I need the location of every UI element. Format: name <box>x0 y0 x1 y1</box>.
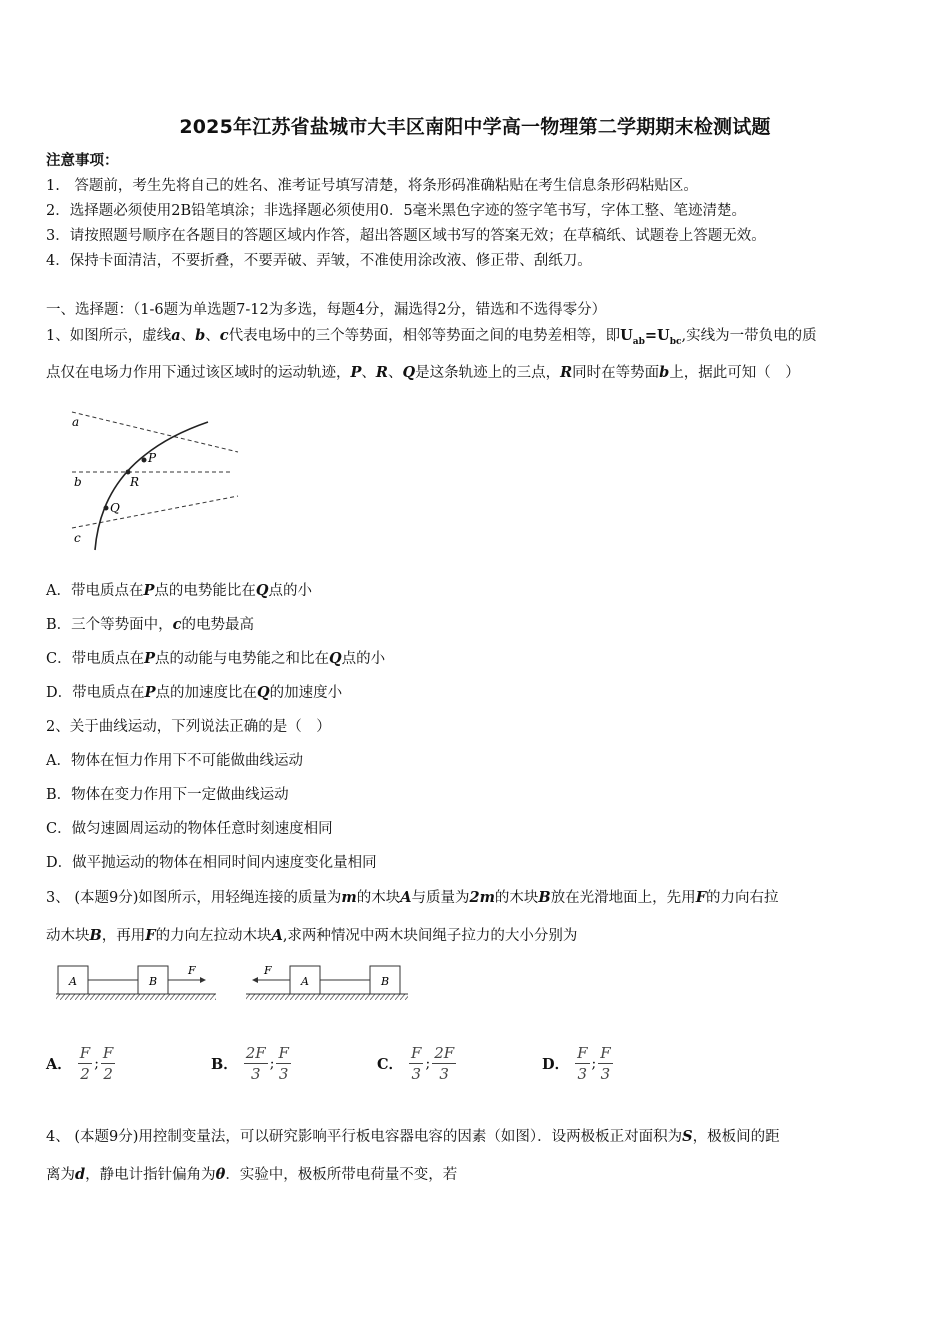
q3-blocks-figure <box>50 958 420 1006</box>
label-q: Q <box>110 501 120 515</box>
fraction: $\frac{2F}{3}$ <box>245 1044 266 1083</box>
fraction: $\frac{F}{3}$ <box>600 1044 611 1083</box>
q2-option-d: D．做平抛运动的物体在相同时间内速度变化量相同 <box>46 855 377 871</box>
label-b-right: B <box>381 975 390 988</box>
fraction: $\frac{F}{2}$ <box>102 1044 114 1083</box>
q3-option-d: D． $\frac{F}{3}$ ; $\frac{F}{3}$ <box>542 1044 611 1083</box>
q3-option-a: A． $\frac{F}{2}$ ; $\frac{F}{2}$ <box>46 1044 114 1083</box>
q4-stem-line2: 离为d，静电计指针偏角为θ．实验中，极板所带电荷量不变，若 <box>46 1166 458 1183</box>
page-title: 2025年江苏省盐城市大丰区南阳中学高一物理第二学期期末检测试题 <box>179 116 771 138</box>
label-p: P <box>148 451 157 465</box>
notice-item: 1. 答题前，考生先将自己的姓名、准考证号填写清楚，将条形码准确粘贴在考生信息条形码粘贴区。 <box>46 178 698 194</box>
label-a-left: A <box>69 975 77 988</box>
q2-option-b: B．物体在变力作用下一定做曲线运动 <box>46 787 289 803</box>
notice-item: 4．保持卡面清洁，不要折叠，不要弄破、弄皱，不准使用涂改液、修正带、刮纸刀。 <box>46 253 592 269</box>
label-r: R <box>130 475 140 489</box>
fraction: $\frac{F}{2}$ <box>79 1044 91 1083</box>
label-f-left: F <box>188 964 196 977</box>
equipotential-a <box>72 412 238 452</box>
q3-option-b: B． $\frac{2F}{3}$ ; $\frac{F}{3}$ <box>211 1044 289 1083</box>
q2-option-a: A．物体在恒力作用下不可能做曲线运动 <box>46 753 303 769</box>
label-b: b <box>74 475 82 489</box>
arrowhead-right <box>200 977 206 983</box>
arrowhead-left <box>252 977 258 983</box>
q1-option-b: B．三个等势面中，c的电势最高 <box>46 616 254 633</box>
q1-option-d: D．带电质点在P点的加速度比在Q的加速度小 <box>46 684 343 701</box>
section-heading: 一、选择题：（1-6题为单选题7-12为多选，每题4分，漏选得2分，错选和不选得零分） <box>46 302 607 318</box>
q1-equipotential-figure <box>60 400 250 560</box>
q3-stem-line2: 动木块B，再用F的力向左拉动木块A,求两种情况中两木块间绳子拉力的大小分别为 <box>46 927 578 944</box>
q3-option-c: C． $\frac{F}{3}$ ; $\frac{2F}{3}$ <box>377 1044 455 1083</box>
notice-item: 2．选择题必须使用2B铅笔填涂；非选择题必须使用0．5毫米黑色字迹的签字笔书写，字体工整、笔迹清楚。 <box>46 203 747 219</box>
point-p <box>142 458 147 463</box>
q1-option-a: A．带电质点在P点的电势能比在Q点的小 <box>46 582 313 599</box>
label-a: a <box>72 415 80 429</box>
q3-stem-line1: 3、 (本题9分)如图所示，用轻绳连接的质量为m的木块A与质量为2m的木块B放在光滑地面上，先用F的力向右拉 <box>46 889 779 906</box>
label-f-right: F <box>264 964 272 977</box>
ground-right <box>246 994 408 1000</box>
point-r <box>126 470 131 475</box>
q1-option-c: C．带电质点在P点的动能与电势能之和比在Q点的小 <box>46 650 386 667</box>
label-a-right: A <box>301 975 309 988</box>
label-b-left: B <box>149 975 158 988</box>
q2-option-c: C．做匀速圆周运动的物体任意时刻速度相同 <box>46 821 333 837</box>
equipotential-c <box>72 496 238 528</box>
fraction: $\frac{F}{3}$ <box>577 1044 588 1083</box>
q1-stem-line1: 1、如图所示，虚线a、b、c代表电场中的三个等势面，相邻等势面之间的电势差相等，即$U_{ab}=U_{bc}$,实线为一带负电的质 <box>46 327 817 347</box>
fraction: $\frac{F}{3}$ <box>411 1044 422 1083</box>
q4-stem-line1: 4、 (本题9分)用控制变量法，可以研究影响平行板电容器电容的因素（如图）．设两极板正对面积为S，极板间的距 <box>46 1128 780 1145</box>
notice-item: 3．请按照题号顺序在各题目的答题区域内作答，超出答题区域书写的答案无效；在草稿纸、试题卷上答题无效。 <box>46 228 766 244</box>
label-c: c <box>74 531 81 545</box>
fraction: $\frac{F}{3}$ <box>278 1044 289 1083</box>
ground-left <box>56 994 216 1000</box>
notice-heading: 注意事项： <box>46 152 119 169</box>
q2-stem: 2、关于曲线运动，下列说法正确的是（ ） <box>46 719 331 735</box>
q1-stem-line2: 点仅在电场力作用下通过该区域时的运动轨迹，P、R、Q是这条轨迹上的三点，R同时在等势面b上，据此可知（ ） <box>46 364 800 381</box>
point-q <box>104 506 109 511</box>
fraction: $\frac{2F}{3}$ <box>434 1044 455 1083</box>
